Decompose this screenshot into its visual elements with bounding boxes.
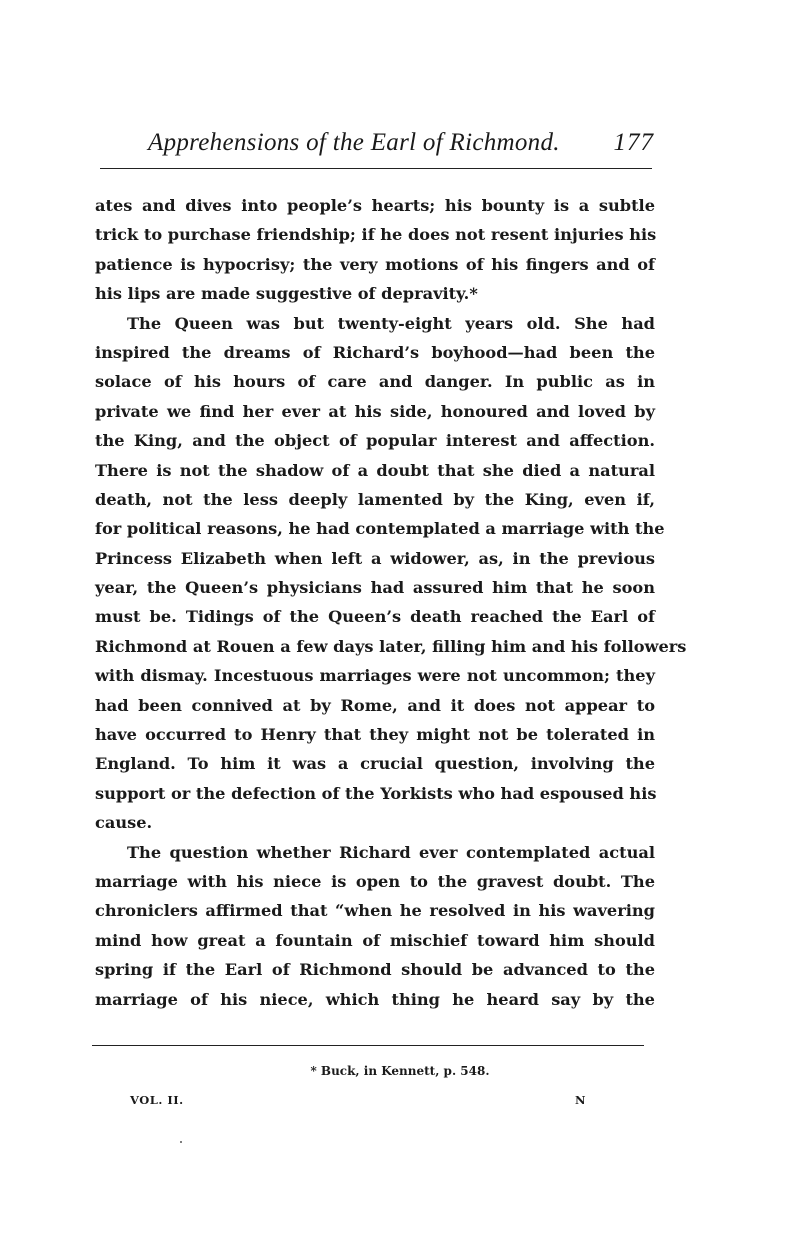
text-line: support or the defection of the Yorkists who had espoused his <box>95 783 657 803</box>
text-line: inspired the dreams of Richard’s boyhood—had been the <box>95 342 655 362</box>
text-line: must be. Tidings of the Queen’s death reached the Earl of <box>95 607 655 627</box>
text-line: patience is hypocrisy; the very motions of his fingers and of <box>95 254 655 274</box>
paper-speck <box>180 1141 182 1143</box>
text-line: chroniclers affirmed that “when he resolved in his wavering <box>95 901 655 921</box>
text-line: The Queen was but twenty-eight years old. She had <box>127 313 655 333</box>
text-line: mind how great a fountain of mischief toward him should <box>95 930 655 950</box>
text-line: had been connived at by Rome, and it does not appear to <box>95 695 655 715</box>
running-title: Apprehensions of the Earl of Richmond. <box>148 129 560 156</box>
text-line: spring if the Earl of Richmond should be advanced to the <box>95 960 655 980</box>
text-line: ates and dives into people’s hearts; his bounty is a subtle <box>95 196 655 215</box>
running-head <box>100 128 656 164</box>
page-number: 177 <box>613 129 654 156</box>
text-line: marriage of his niece, which thing he heard say by the <box>95 989 655 1009</box>
text-line: trick to purchase friendship; if he does not resent injuries his <box>95 225 657 245</box>
footnote-rule <box>92 1045 644 1046</box>
footnote: * Buck, in Kennett, p. 548. <box>310 1064 490 1078</box>
text-line: with dismay. Incestuous marriages were not uncommon; they <box>95 666 655 686</box>
text-line: The question whether Richard ever contemplated actual <box>127 842 655 862</box>
text-line: There is not the shadow of a doubt that she died a natural <box>95 460 655 480</box>
gathering-mark: N <box>575 1093 586 1107</box>
header-rule <box>100 168 652 169</box>
text-line: private we find her ever at his side, honoured and loved by <box>95 401 655 421</box>
text-line: Princess Elizabeth when left a widower, as, in the previous <box>95 548 655 568</box>
text-line: for political reasons, he had contemplated a marriage with the <box>95 519 665 539</box>
body-text <box>95 191 687 1014</box>
text-line: the King, and the object of popular interest and affection. <box>95 431 655 451</box>
text-line: death, not the less deeply lamented by the King, even if, <box>95 489 655 509</box>
text-line: cause. <box>95 813 153 833</box>
text-line: solace of his hours of care and danger. In public as in <box>95 372 655 392</box>
text-line: Richmond at Rouen a few days later, filling him and his followers <box>95 636 687 656</box>
text-line: marriage with his niece is open to the gravest doubt. The <box>95 871 655 891</box>
text-line: England. To him it was a crucial question, involving the <box>95 754 655 774</box>
volume-signature: VOL. II. <box>130 1093 184 1107</box>
text-line: his lips are made suggestive of depravity.* <box>95 284 478 304</box>
text-line: year, the Queen’s physicians had assured him that he soon <box>95 578 655 598</box>
text-line: have occurred to Henry that they might not be tolerated in <box>95 725 655 745</box>
